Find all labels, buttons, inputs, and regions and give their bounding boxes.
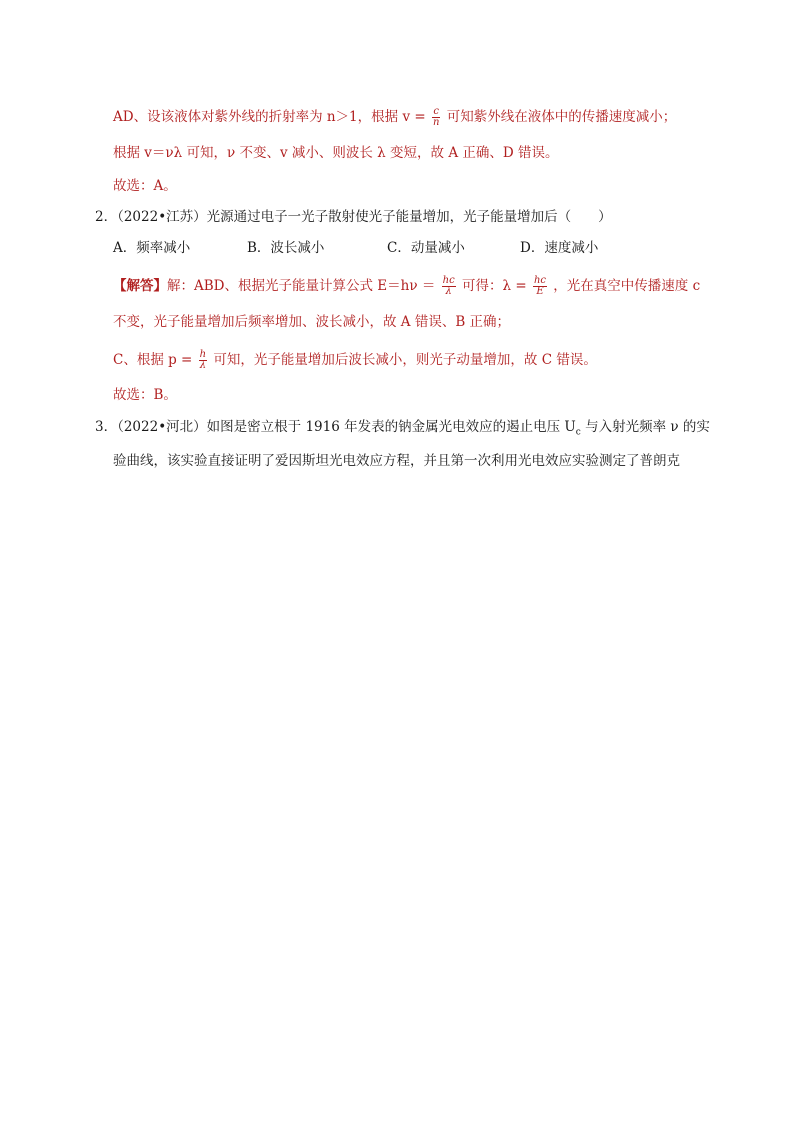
q1-solution-line2: 根据 v＝νλ 可知，ν 不变、v 减小、则波长 λ 变短，故 A 正确、D 错误。: [113, 145, 559, 161]
q2-frac2-den: E: [536, 286, 544, 297]
q3-stem-text-b: 与入射光频率 ν 的实: [580, 419, 710, 435]
q1-frac-den: n: [432, 117, 440, 128]
q2-option-d: D．速度减小: [520, 240, 599, 256]
q2-frac1-num: hc: [442, 275, 455, 286]
q3-stem-line2: 验曲线，该实验直接证明了爱因斯坦光电效应方程，并且第一次利用光电效应实验测定了普朗克: [113, 453, 680, 469]
q1-solution-line1: [113, 107, 676, 128]
q3-stem-sub: c: [575, 427, 581, 438]
q2-solution-line3: [113, 350, 597, 371]
q1-frac-num: c: [433, 106, 439, 117]
q2-sol-text-c: ，光在真空中传播速度 c: [553, 278, 701, 294]
q1-fraction: [432, 107, 440, 128]
q2-frac3-num: h: [199, 349, 207, 360]
q2-frac1-den: λ: [445, 286, 452, 297]
q3-stem-line1: [95, 418, 710, 442]
q2-sol-text-b: 可得：λ =: [461, 278, 527, 294]
q2-solution-line1: [113, 276, 700, 297]
q2-line3-text-b: 可知，光子能量增加后波长减小，则光子动量增加，故 C 错误。: [213, 352, 597, 368]
q2-option-b: B．波长减小: [247, 240, 325, 256]
q2-stem: 2．（2022•江苏）光源通过电子一光子散射使光子能量增加，光子能量增加后（ ）: [95, 209, 612, 225]
q2-solution-line2: 不变，光子能量增加后频率增加、波长减小，故 A 错误、B 正确；: [113, 314, 511, 330]
q2-sol-text-a: 解：ABD、根据光子能量计算公式 E＝hν ＝: [167, 278, 436, 294]
q2-fraction-3: [199, 350, 207, 371]
q1-answer: 故选：A。: [113, 178, 177, 194]
q2-fraction-1: [442, 276, 456, 297]
q2-frac3-den: λ: [199, 360, 207, 371]
q1-line1-text-b: 可知紫外线在液体中的传播速度减小；: [446, 109, 677, 125]
q2-frac2-num: hc: [533, 275, 546, 286]
q1-line1-text-a: AD、设该液体对紫外线的折射率为 n＞1，根据 v =: [113, 109, 426, 125]
q2-answer: 故选：B。: [113, 387, 177, 403]
q3-stem-text-a: 3．（2022•河北）如图是密立根于 1916 年发表的钠金属光电效应的遏止电压 U: [95, 419, 576, 435]
q2-option-c: C．动量减小: [387, 240, 465, 256]
q2-option-a: A．频率减小: [113, 240, 191, 256]
q2-solution-tag: 【解答】: [113, 278, 167, 294]
q2-line3-text-a: C、根据 p =: [113, 352, 193, 368]
q2-fraction-2: [533, 276, 547, 297]
